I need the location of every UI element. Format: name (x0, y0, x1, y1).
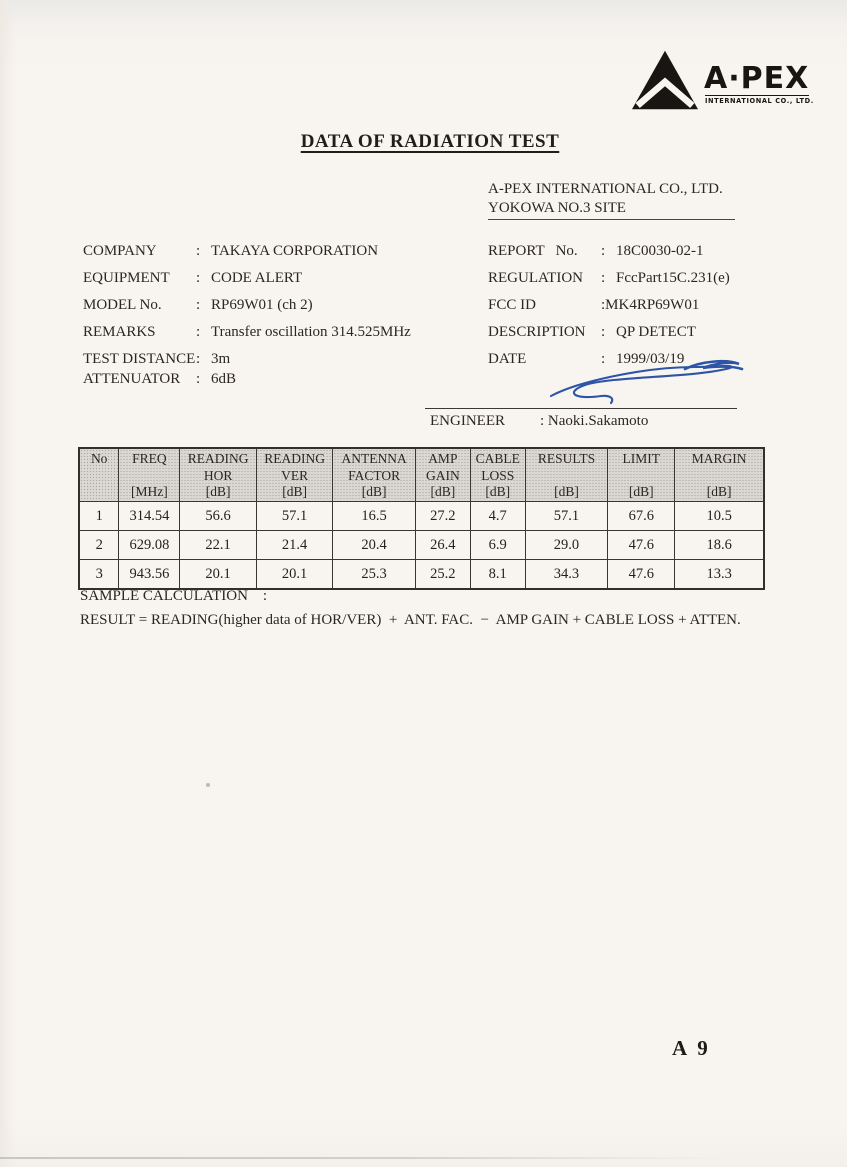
table-cell: 2 (79, 531, 119, 560)
info-label: REGULATION (488, 270, 583, 286)
logo-subtitle: INTERNATIONAL CO., LTD. (705, 97, 814, 105)
info-label: DESCRIPTION (488, 324, 586, 340)
info-label: REPORT No. (488, 243, 578, 259)
info-value: 1999/03/19 (616, 351, 685, 367)
table-cell: 16.5 (333, 502, 416, 531)
table-cell: 25.3 (333, 560, 416, 590)
info-row (83, 351, 423, 368)
info-row (83, 371, 423, 388)
table-cell: 1 (79, 502, 119, 531)
column-unit: [dB] (485, 484, 511, 499)
info-label: EQUIPMENT (83, 270, 170, 286)
column-title: No (90, 451, 108, 466)
table-row (79, 502, 764, 531)
column-header (256, 448, 332, 502)
column-header (675, 448, 764, 502)
info-value: RP69W01 (ch 2) (211, 297, 313, 313)
column-unit: [MHz] (131, 484, 168, 499)
column-header (608, 448, 675, 502)
table-cell: 47.6 (608, 531, 675, 560)
info-colon: : (601, 324, 606, 340)
table-row (79, 531, 764, 560)
radiation-test-table (78, 447, 765, 590)
engineer-label: ENGINEER (430, 413, 505, 429)
column-title: CABLE (475, 451, 520, 466)
info-row (488, 324, 808, 341)
site-company: A-PEX INTERNATIONAL CO., LTD. (488, 181, 723, 197)
column-unit: [dB] (430, 484, 456, 499)
table-cell: 34.3 (525, 560, 608, 590)
info-label: MODEL No. (83, 297, 162, 313)
scan-edge-artifact (0, 1157, 720, 1159)
column-subtitle (609, 468, 673, 483)
info-row (83, 297, 423, 314)
column-title: READING (264, 451, 325, 466)
column-unit: [dB] (554, 484, 579, 499)
info-value: TAKAYA CORPORATION (211, 243, 379, 259)
sample-calculation-heading: SAMPLE CALCULATION : (80, 588, 268, 604)
table-cell: 20.4 (333, 531, 416, 560)
column-header (79, 448, 119, 502)
mountain-triangle-icon (632, 50, 698, 110)
info-colon: : (601, 243, 606, 259)
table-cell: 13.3 (675, 560, 764, 590)
table-cell: 57.1 (256, 502, 332, 531)
column-unit: [dB] (361, 484, 387, 499)
table-cell: 10.5 (675, 502, 764, 531)
site-name: YOKOWA NO.3 SITE (488, 199, 735, 220)
column-title: READING (187, 451, 249, 466)
info-row (83, 243, 423, 260)
column-subtitle: HOR (203, 467, 233, 483)
table-cell: 943.56 (119, 560, 180, 590)
info-label: FCC ID (488, 297, 536, 313)
info-row (488, 270, 808, 287)
column-header (180, 448, 256, 502)
column-subtitle (676, 468, 762, 483)
table-cell: 26.4 (415, 531, 470, 560)
table-cell: 629.08 (119, 531, 180, 560)
column-title: FREQ (132, 451, 167, 466)
column-title: ANTENNA (341, 451, 407, 466)
column-subtitle: GAIN (425, 467, 460, 483)
info-label: COMPANY (83, 243, 157, 259)
info-label: REMARKS (83, 324, 156, 340)
column-subtitle: FACTOR (348, 467, 401, 483)
info-label: DATE (488, 351, 527, 367)
column-subtitle (81, 475, 117, 490)
table-cell: 57.1 (525, 502, 608, 531)
table-cell: 29.0 (525, 531, 608, 560)
info-value: FccPart15C.231(e) (616, 270, 730, 286)
scan-speck (206, 783, 210, 787)
column-title: LIMIT (622, 451, 660, 466)
column-subtitle (120, 468, 178, 483)
logo-wordmark: A·PEX (704, 61, 810, 96)
info-value: 6dB (211, 371, 237, 387)
apex-logo (632, 48, 814, 110)
table-cell: 20.1 (256, 560, 332, 590)
table-cell: 18.6 (675, 531, 764, 560)
table-cell: 4.7 (470, 502, 525, 531)
column-subtitle: LOSS (481, 467, 515, 483)
column-subtitle: VER (281, 467, 309, 483)
info-colon: : (196, 324, 201, 340)
table-cell: 314.54 (119, 502, 180, 531)
info-row (488, 243, 808, 260)
info-colon: : (196, 270, 201, 286)
column-header (470, 448, 525, 502)
info-value: QP DETECT (616, 324, 696, 340)
info-row (488, 297, 808, 314)
table-cell: 67.6 (608, 502, 675, 531)
column-title: AMP (428, 451, 458, 466)
column-title: RESULTS (537, 451, 596, 466)
info-row (83, 324, 423, 341)
info-row (83, 270, 423, 287)
column-header (119, 448, 180, 502)
column-unit: [dB] (706, 484, 732, 499)
table-cell: 22.1 (180, 531, 256, 560)
info-colon: : (601, 351, 606, 367)
engineer-row (430, 413, 648, 430)
table-cell: 20.1 (180, 560, 256, 590)
column-unit: [dB] (282, 484, 307, 499)
column-unit: [dB] (628, 484, 654, 499)
table-cell: 3 (79, 560, 119, 590)
info-label: ATTENUATOR (83, 371, 181, 387)
info-value: 18C0030-02-1 (616, 243, 704, 259)
engineer-name: : Naoki.Sakamoto (540, 413, 649, 429)
result-formula: RESULT = READING(higher data of HOR/VER) + ANT. FAC. − AMP GAIN + CABLE LOSS + ATTEN. (80, 612, 741, 628)
info-value: :MK4RP69W01 (601, 297, 700, 313)
info-value: Transfer oscillation 314.525MHz (211, 324, 411, 340)
table-cell: 25.2 (415, 560, 470, 590)
column-subtitle (527, 468, 607, 483)
table-cell: 47.6 (608, 560, 675, 590)
info-colon: : (196, 243, 201, 259)
table-cell: 21.4 (256, 531, 332, 560)
info-label: TEST DISTANCE (83, 351, 196, 367)
site-block (488, 180, 735, 220)
info-colon: : (196, 351, 201, 367)
table-cell: 8.1 (470, 560, 525, 590)
table-row (79, 560, 764, 590)
table-cell: 6.9 (470, 531, 525, 560)
table-cell: 56.6 (180, 502, 256, 531)
info-value: CODE ALERT (211, 270, 303, 286)
info-colon: : (601, 270, 606, 286)
column-header (525, 448, 608, 502)
page-title: DATA OF RADIATION TEST (300, 131, 560, 152)
page-number: A 9 (672, 1036, 711, 1060)
column-header (415, 448, 470, 502)
table-body (79, 502, 764, 590)
info-colon: : (196, 371, 201, 387)
table-cell: 27.2 (415, 502, 470, 531)
engineer-signature (543, 356, 750, 408)
signature-line (425, 408, 737, 409)
table-header (79, 448, 764, 502)
column-title: MARGIN (691, 451, 747, 466)
info-colon: : (196, 297, 201, 313)
column-header (333, 448, 416, 502)
info-value: 3m (211, 351, 231, 367)
equipment-info (83, 243, 423, 398)
column-unit: [dB] (205, 484, 231, 499)
